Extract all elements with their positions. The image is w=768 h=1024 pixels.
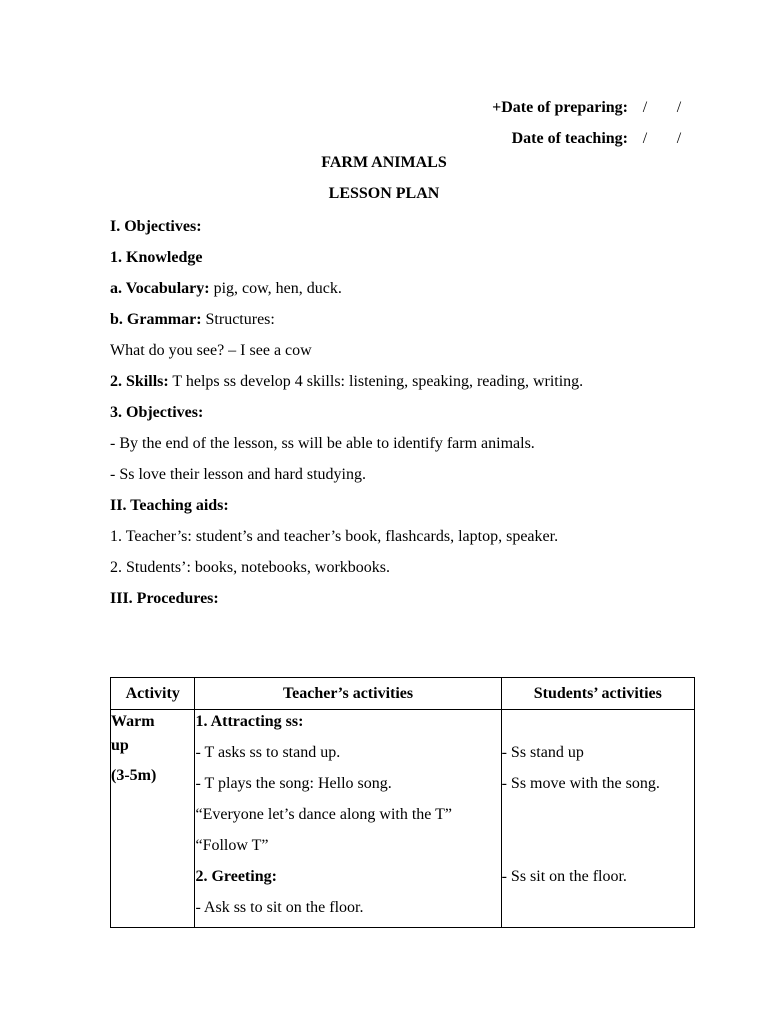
teacher-activity-line: 2. Greeting: bbox=[195, 868, 277, 885]
objective-line: - By the end of the lesson, ss will be able to identify farm animals. bbox=[110, 435, 535, 452]
vocabulary-line bbox=[110, 278, 710, 309]
skills-line bbox=[110, 371, 710, 402]
skills-label: 2. Skills: bbox=[110, 373, 169, 390]
vocabulary-label: a. Vocabulary: bbox=[110, 280, 210, 297]
student-activity-line bbox=[502, 834, 694, 865]
document-title: FARM ANIMALS bbox=[321, 154, 447, 171]
date-slash: / bbox=[676, 129, 682, 147]
teacher-activity-line: - Ask ss to sit on the floor. bbox=[195, 899, 364, 916]
student-activity-line: - Ss stand up bbox=[501, 744, 584, 761]
student-activity-line bbox=[502, 710, 694, 741]
grammar-label: b. Grammar: bbox=[110, 311, 202, 328]
activity-name: up bbox=[111, 737, 129, 754]
procedures-heading: III. Procedures: bbox=[110, 590, 219, 607]
date-slash: / bbox=[676, 98, 682, 116]
date-block bbox=[436, 92, 696, 154]
teaching-aids-heading: II. Teaching aids: bbox=[110, 497, 229, 514]
student-activity-line bbox=[502, 896, 694, 927]
table-header-row bbox=[111, 678, 695, 710]
table-header-students: Students’ activities bbox=[501, 678, 694, 710]
date-preparing-row bbox=[436, 92, 696, 123]
grammar-line bbox=[110, 309, 710, 340]
objectives-sub-heading: 3. Objectives: bbox=[110, 404, 204, 421]
table-header-activity: Activity bbox=[111, 678, 195, 710]
students-activities-cell bbox=[501, 710, 694, 928]
grammar-text: Structures: bbox=[201, 311, 275, 328]
objective-line: - Ss love their lesson and hard studying. bbox=[110, 466, 366, 483]
date-preparing-label: +Date of preparing: bbox=[492, 98, 628, 116]
skills-text: T helps ss develop 4 skills: listening, speaking, reading, writing. bbox=[168, 373, 584, 390]
date-slash: / bbox=[642, 98, 648, 116]
vocabulary-text: pig, cow, hen, duck. bbox=[209, 280, 342, 297]
objectives-heading: I. Objectives: bbox=[110, 218, 202, 235]
teacher-activities-cell bbox=[195, 710, 501, 928]
date-teaching-label: Date of teaching: bbox=[511, 129, 628, 147]
activity-cell bbox=[111, 710, 195, 928]
knowledge-heading: 1. Knowledge bbox=[110, 249, 203, 266]
structure-line: What do you see? – I see a cow bbox=[110, 342, 312, 359]
teacher-activity-line: 1. Attracting ss: bbox=[195, 713, 304, 730]
teacher-activity-line: “Everyone let’s dance along with the T” bbox=[195, 806, 452, 823]
lesson-body bbox=[110, 216, 710, 619]
date-slash: / bbox=[642, 129, 648, 147]
date-teaching-row bbox=[436, 123, 696, 154]
procedures-table bbox=[110, 677, 695, 928]
table-header-teacher: Teacher’s activities bbox=[195, 678, 501, 710]
teaching-aid-line: 2. Students’: books, notebooks, workbooks. bbox=[110, 559, 390, 576]
teacher-activity-line: - T plays the song: Hello song. bbox=[195, 775, 392, 792]
teacher-activity-line: “Follow T” bbox=[195, 837, 269, 854]
document-subtitle: LESSON PLAN bbox=[328, 185, 440, 202]
teaching-aid-line: 1. Teacher’s: student’s and teacher’s book, flashcards, laptop, speaker. bbox=[110, 528, 559, 545]
student-activity-line: - Ss sit on the floor. bbox=[501, 868, 627, 885]
activity-time: (3-5m) bbox=[111, 767, 157, 784]
activity-name: Warm bbox=[111, 713, 155, 730]
teacher-activity-line: - T asks ss to stand up. bbox=[195, 744, 341, 761]
student-activity-line: - Ss move with the song. bbox=[501, 775, 660, 792]
student-activity-line bbox=[502, 803, 694, 834]
table-row bbox=[111, 710, 695, 928]
